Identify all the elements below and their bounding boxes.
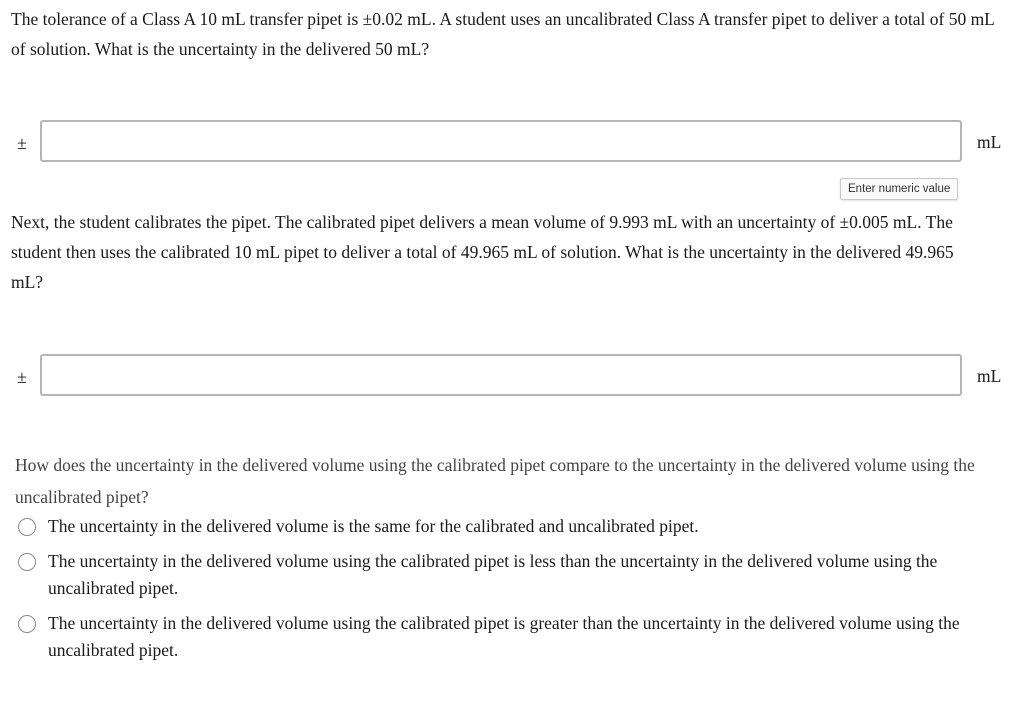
- answer-options: [18, 513, 1013, 672]
- option-label: The uncertainty in the delivered volume using the calibrated pipet is greater than the uncertainty in the delivered volume using the uncalibrated pipet.: [48, 613, 960, 660]
- plus-minus-label-1: ±: [17, 133, 27, 153]
- radio-button[interactable]: [18, 553, 36, 571]
- radio-button[interactable]: [18, 518, 36, 536]
- option-less[interactable]: [18, 548, 1013, 602]
- option-greater[interactable]: [18, 610, 1013, 664]
- radio-button[interactable]: [18, 615, 36, 633]
- answer-input-2[interactable]: [40, 354, 962, 396]
- question-1-text: The tolerance of a Class A 10 mL transfer pipet is ±0.02 mL. A student uses an uncalibrated Class A transfer pipet to deliver a total of 50 mL of solution. What is the uncertainty in the delivered 50 mL?: [11, 9, 995, 59]
- plus-minus-label-2: ±: [17, 367, 27, 387]
- option-label: The uncertainty in the delivered volume using the calibrated pipet is less than the uncertainty in the delivered volume using the uncalibrated pipet.: [48, 551, 938, 598]
- unit-label-1: mL: [977, 132, 1002, 152]
- answer-input-1[interactable]: [40, 120, 962, 162]
- question-3-text: How does the uncertainty in the delivered volume using the calibrated pipet compare to the uncertainty in the delivered volume using the uncalibrated pipet?: [15, 455, 975, 507]
- question-2-text: Next, the student calibrates the pipet. The calibrated pipet delivers a mean volume of 9.993 mL with an uncertainty of ±0.005 mL. The student then uses the calibrated 10 mL pipet to deliver a total of 49.965 mL of solution. What is the uncertainty in the delivered 49.965 mL?: [11, 212, 954, 292]
- option-same[interactable]: [18, 513, 1013, 540]
- unit-label-2: mL: [977, 366, 1002, 386]
- option-label: The uncertainty in the delivered volume is the same for the calibrated and uncalibrated pipet.: [48, 516, 699, 536]
- numeric-hint-tooltip: Enter numeric value: [840, 178, 958, 200]
